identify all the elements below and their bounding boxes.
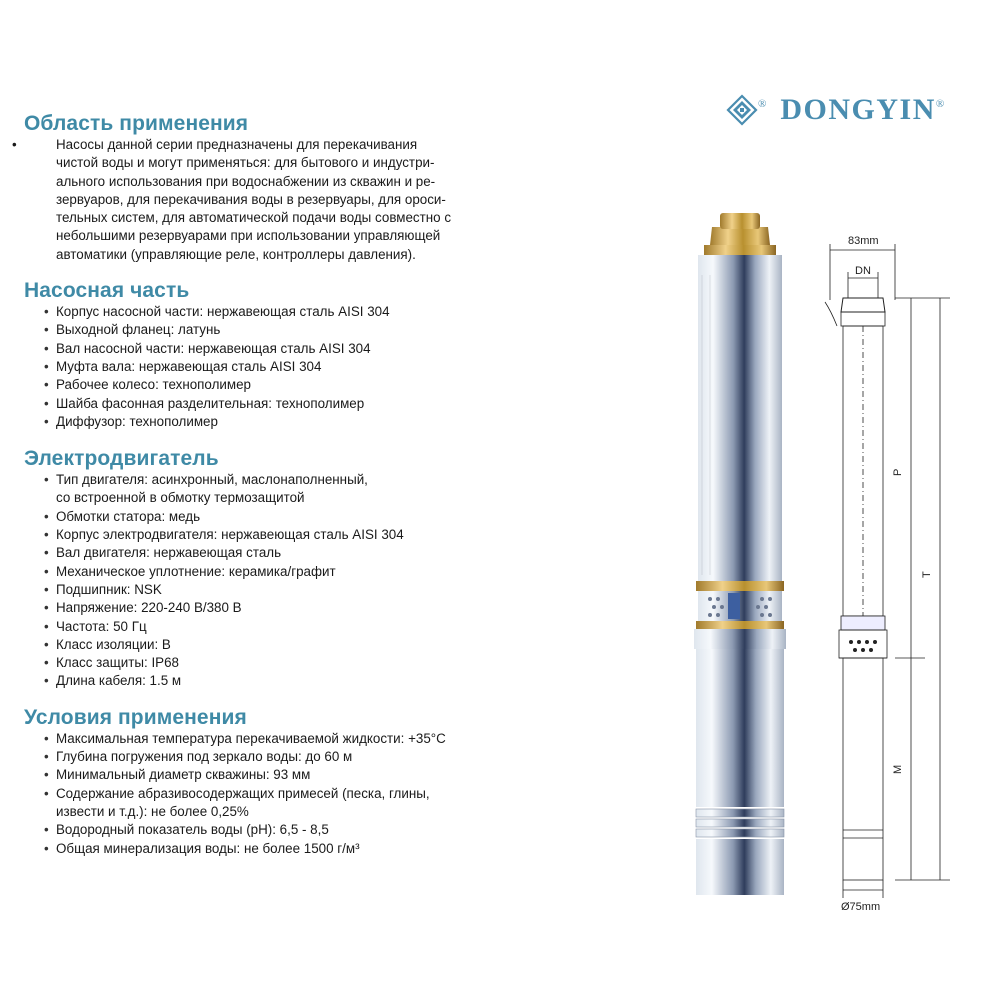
application-line-4: зервуаров, для перекачивания воды в резервуары, для ороси- — [56, 191, 446, 207]
conditions-list — [24, 730, 544, 858]
section-conditions — [24, 706, 544, 858]
list-item: • Шайба фасонная разделительная: технополимер — [44, 395, 544, 413]
list-item-continuation: извести и т.д.): не более 0,25% — [56, 803, 249, 819]
technical-drawing — [815, 230, 995, 910]
dongyin-diamond-logo-icon — [726, 94, 758, 126]
registered-mark: ® — [758, 98, 767, 110]
motor-collar — [694, 629, 786, 649]
motor-body — [696, 649, 784, 807]
list-item — [44, 471, 544, 508]
list-item: • Муфта вала: нержавеющая сталь AISI 304 — [44, 358, 544, 376]
registered-mark: ® — [935, 98, 945, 110]
dim-label-width: 83mm — [848, 235, 879, 247]
list-item-continuation: со встроенной в обмотку термозащитой — [56, 490, 305, 506]
dim-label-motor: M — [892, 764, 904, 774]
motor-list — [24, 471, 544, 691]
application-line-1: • Насосы данной серии предназначены для перекачивания — [24, 136, 544, 154]
section-title-pump-part: Насосная часть — [24, 279, 190, 303]
dim-label-total: T — [921, 571, 933, 578]
cable-guard — [728, 593, 740, 619]
application-line-5: тельных систем, для автоматической подачи воды совместно с — [56, 210, 452, 226]
section-title-motor: Электродвигатель — [24, 447, 219, 471]
list-item: • Напряжение: 220-240 В/380 В — [44, 599, 544, 617]
spec-text-column — [24, 112, 544, 858]
dim-label-diameter: Ø75mm — [841, 901, 881, 910]
list-item: • Обмотки статора: медь — [44, 508, 544, 526]
section-title-conditions: Условия применения — [24, 705, 247, 729]
list-item: • Корпус насосной части: нержавеющая сталь AISI 304 — [44, 303, 544, 321]
list-item: • Выходной фланец: латунь — [44, 321, 544, 339]
section-application — [24, 112, 544, 264]
pump-product-image — [690, 205, 790, 905]
list-item: • Максимальная температура перекачиваемой жидкости: +35°C — [44, 730, 544, 748]
dim-label-dn: DN — [855, 265, 871, 277]
brass-nozzle — [720, 213, 760, 229]
brass-ring-mid — [696, 581, 784, 591]
list-item: • Водородный показатель воды (pH): 6,5 - 8,5 — [44, 821, 544, 839]
list-item: • Минимальный диаметр скважины: 93 мм — [44, 766, 544, 784]
application-line-2: чистой воды и могут применяться: для бытового и индустри- — [56, 155, 435, 171]
motor-bottom — [696, 839, 784, 895]
list-item: • Частота: 50 Гц — [44, 618, 544, 636]
application-line-7: автоматики (управляющие реле, контроллеры давления). — [56, 246, 416, 262]
list-item: • Механическое уплотнение: керамика/графит — [44, 563, 544, 581]
brand-name: DONGYIN — [780, 93, 936, 126]
section-title-application: Область применения — [24, 112, 249, 135]
brand-logo — [726, 92, 944, 128]
list-item-text: Тип двигателя: асинхронный, маслонаполненный, — [56, 472, 368, 488]
brass-ring-low — [696, 621, 784, 629]
list-item: • Класс изоляции: B — [44, 636, 544, 654]
list-item: • Длина кабеля: 1.5 м — [44, 672, 544, 690]
list-item: • Подшипник: NSK — [44, 581, 544, 599]
motor-grooves — [696, 809, 784, 837]
pump-part-list — [24, 303, 544, 431]
brass-outlet — [710, 227, 770, 245]
list-item-text: Содержание абразивосодержащих примесей (песка, глины, — [56, 785, 430, 801]
list-item: • Вал насосной части: нержавеющая сталь AISI 304 — [44, 340, 544, 358]
dim-label-pump: P — [892, 468, 904, 476]
section-pump-part — [24, 279, 544, 431]
pump-body — [698, 255, 782, 581]
list-item: • Класс защиты: IP68 — [44, 654, 544, 672]
section-motor — [24, 447, 544, 691]
list-item: • Глубина погружения под зеркало воды: до 60 м — [44, 748, 544, 766]
application-line-6: небольшими резервуарами при использовании управляющей — [56, 228, 441, 244]
list-item: • Корпус электродвигателя: нержавеющая сталь AISI 304 — [44, 526, 544, 544]
list-item: • Вал двигателя: нержавеющая сталь — [44, 544, 544, 562]
list-item: • Диффузор: технополимер — [44, 413, 544, 431]
list-item: • Общая минерализация воды: не более 1500 г/м³ — [44, 840, 544, 858]
application-line-3: ального использования при водоснабжении из скважин и ре- — [56, 173, 436, 189]
list-item — [44, 785, 544, 822]
list-item: • Рабочее колесо: технополимер — [44, 376, 544, 394]
